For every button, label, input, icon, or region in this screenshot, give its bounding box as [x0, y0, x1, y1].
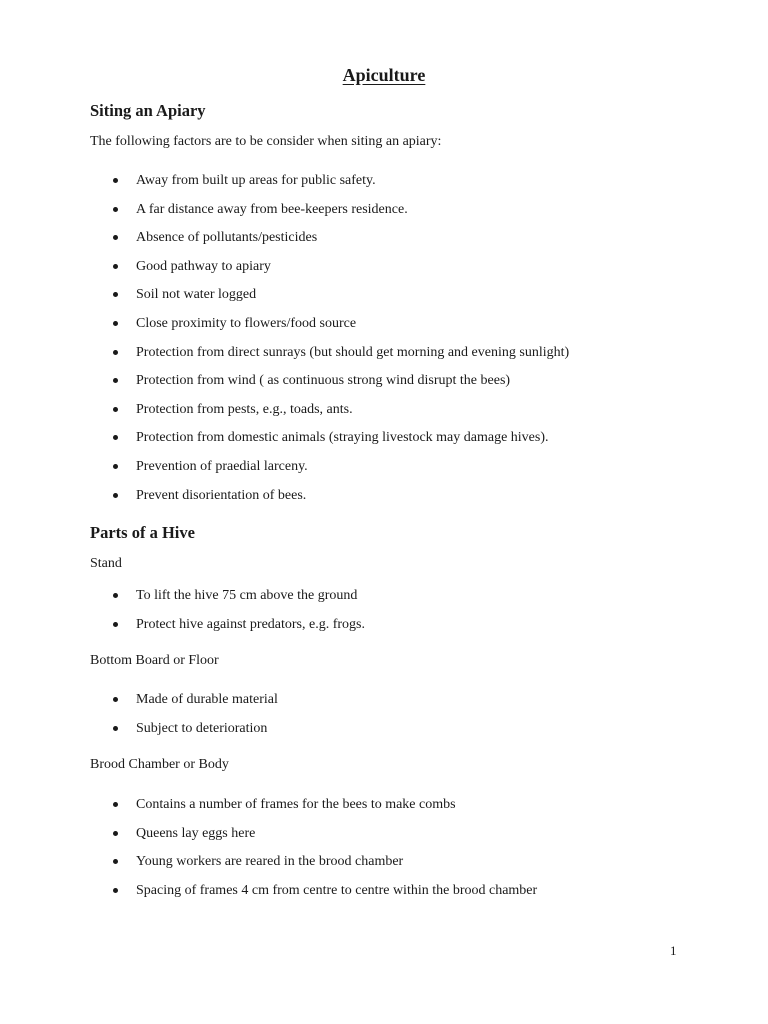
bullet-icon: [113, 292, 118, 297]
part-name-brood-chamber: Brood Chamber or Body: [90, 757, 229, 772]
bullet-icon: [113, 802, 118, 807]
list-item: Protection from domestic animals (straying livestock may damage hives).: [0, 429, 768, 458]
list-item: Good pathway to apiary: [0, 258, 768, 287]
bullet-icon: [113, 435, 118, 440]
section-heading-hive-parts: Parts of a Hive: [90, 523, 195, 542]
document-title: Apiculture: [342, 65, 426, 85]
list-item: To lift the hive 75 cm above the ground: [0, 587, 768, 616]
section-intro: The following factors are to be consider when siting an apiary:: [90, 134, 442, 149]
list-item: Spacing of frames 4 cm from centre to centre within the brood chamber: [0, 882, 768, 911]
bullet-icon: [113, 378, 118, 383]
list-item: Soil not water logged: [0, 286, 768, 315]
bullet-icon: [113, 493, 118, 498]
list-item: A far distance away from bee-keepers residence.: [0, 201, 768, 230]
list-item: Prevent disorientation of bees.: [0, 487, 768, 516]
bullet-icon: [113, 622, 118, 627]
section-heading-siting: Siting an Apiary: [90, 101, 206, 120]
bullet-icon: [113, 207, 118, 212]
bullet-icon: [113, 697, 118, 702]
bullet-icon: [113, 350, 118, 355]
bullet-icon: [113, 859, 118, 864]
bullet-icon: [113, 178, 118, 183]
bullet-icon: [113, 264, 118, 269]
list-item: Subject to deterioration: [0, 720, 768, 749]
bullet-icon: [113, 726, 118, 731]
bullet-icon: [113, 593, 118, 598]
list-item: Protection from direct sunrays (but should get morning and evening sunlight): [0, 344, 768, 373]
list-item: Away from built up areas for public safety.: [0, 172, 768, 201]
list-item: Close proximity to flowers/food source: [0, 315, 768, 344]
part-name-bottom-board: Bottom Board or Floor: [90, 653, 219, 668]
list-item: Protection from wind ( as continuous strong wind disrupt the bees): [0, 372, 768, 401]
list-item: Contains a number of frames for the bees to make combs: [0, 796, 768, 825]
brood-chamber-list: [0, 796, 768, 910]
list-item: Prevention of praedial larceny.: [0, 458, 768, 487]
bullet-icon: [113, 831, 118, 836]
siting-factors-list: [0, 172, 768, 515]
page-number: 1: [670, 943, 677, 958]
bullet-icon: [113, 888, 118, 893]
list-item: Absence of pollutants/pesticides: [0, 229, 768, 258]
part-name-stand: Stand: [90, 556, 122, 571]
list-item: Queens lay eggs here: [0, 825, 768, 854]
list-item: Made of durable material: [0, 691, 768, 720]
bottom-board-list: [0, 691, 768, 748]
list-item: Protection from pests, e.g., toads, ants.: [0, 401, 768, 430]
list-item: Protect hive against predators, e.g. frogs.: [0, 616, 768, 645]
list-item: Young workers are reared in the brood chamber: [0, 853, 768, 882]
stand-list: [0, 587, 768, 644]
bullet-icon: [113, 321, 118, 326]
bullet-icon: [113, 407, 118, 412]
bullet-icon: [113, 464, 118, 469]
bullet-icon: [113, 235, 118, 240]
